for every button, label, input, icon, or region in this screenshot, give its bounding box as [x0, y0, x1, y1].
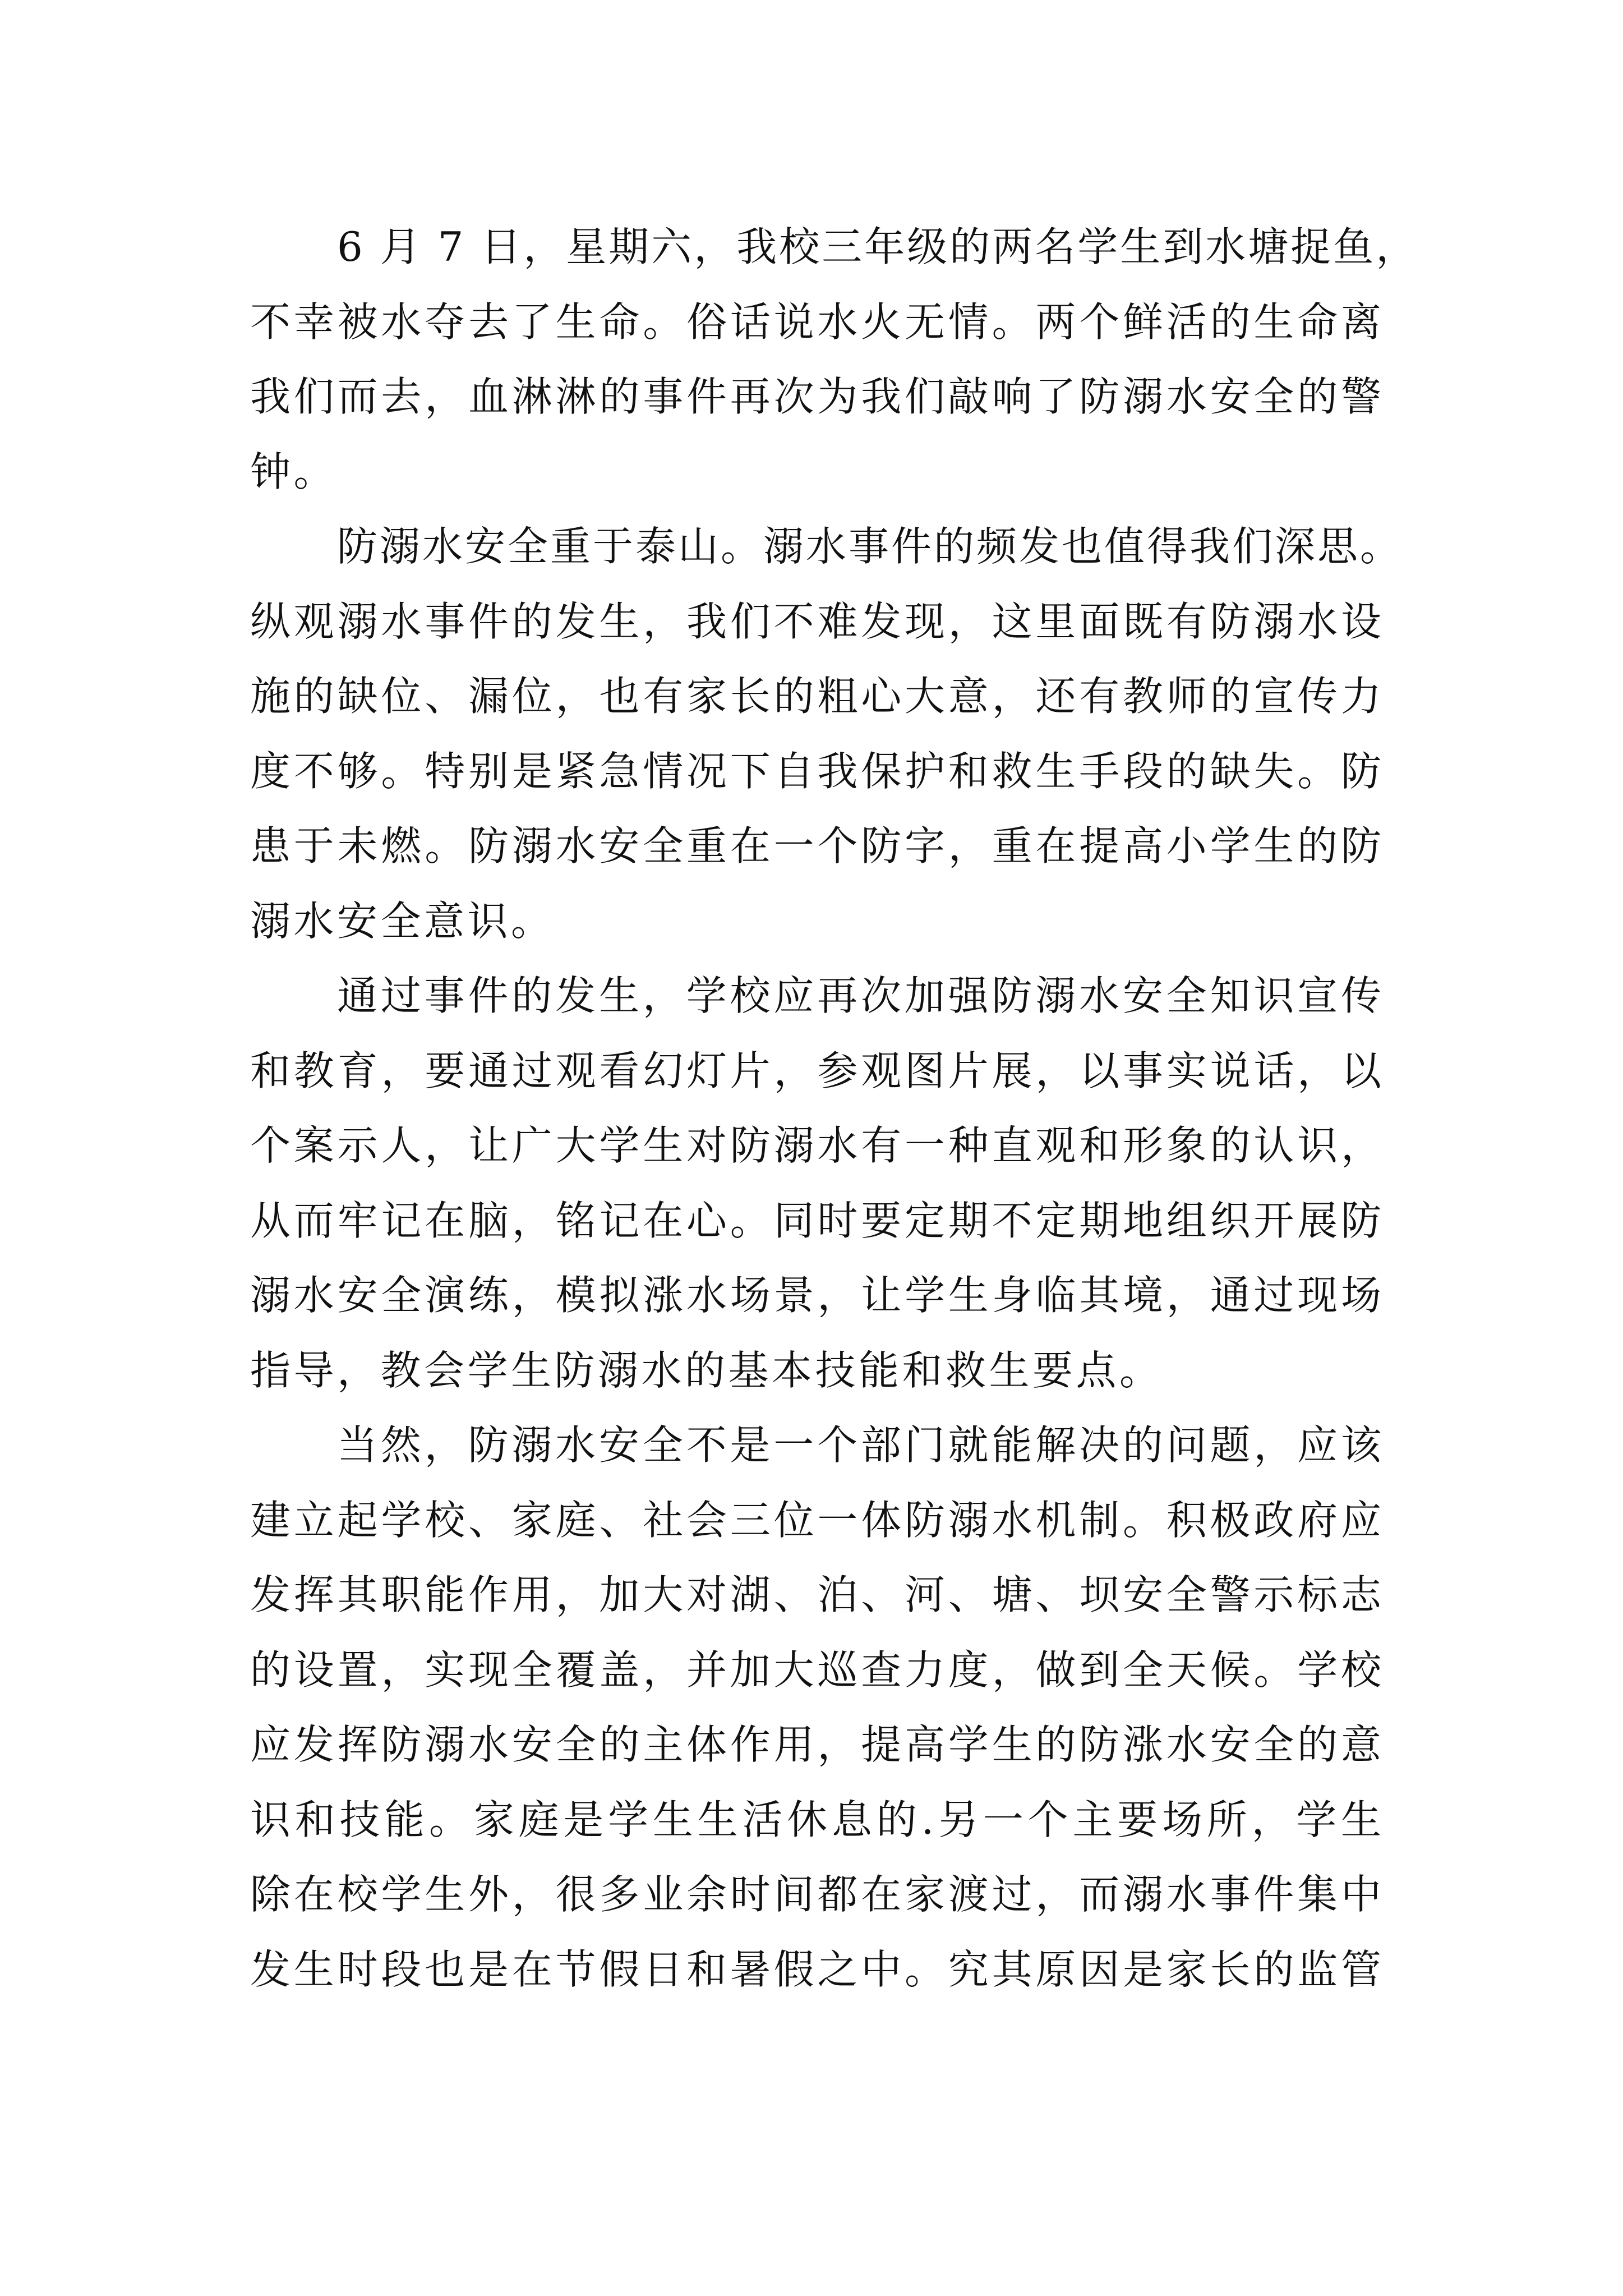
text-line: 钟。: [250, 448, 338, 495]
text-line: 溺水安全演练，模拟涨水场景，让学生身临其境，通过现场: [250, 1272, 1384, 1319]
document-page: [250, 210, 1419, 2007]
text-line: 纵观溺水事件的发生，我们不难发现，这里面既有防溺水设: [250, 597, 1384, 645]
text-line: 防溺水安全重于泰山。溺水事件的频发也值得我们深思。: [337, 523, 1403, 570]
paragraph: [250, 210, 1419, 509]
text-line: 不幸被水夺去了生命。俗话说水火无情。两个鲜活的生命离: [250, 298, 1384, 346]
text-line: 当然，防溺水安全不是一个部门就能解决的问题，应该: [337, 1421, 1384, 1469]
text-line: 和教育，要通过观看幻灯片，参观图片展，以事实说话，以: [250, 1047, 1384, 1094]
text-line: 发挥其职能作用，加大对湖、泊、河、塘、坝安全警示标志: [250, 1571, 1384, 1618]
text-line: 通过事件的发生，学校应再次加强防溺水安全知识宣传: [337, 972, 1384, 1019]
text-line: 度不够。特别是紧急情况下自我保护和救生手段的缺失。防: [250, 747, 1384, 795]
text-line: 施的缺位、漏位，也有家长的粗心大意，还有教师的宣传力: [250, 673, 1384, 720]
text-line: 6 月 7 日，星期六，我校三年级的两名学生到水塘捉鱼，: [337, 223, 1419, 270]
paragraph: [250, 959, 1384, 1408]
text-line: 从而牢记在脑，铭记在心。同时要定期不定期地组织开展防: [250, 1197, 1384, 1244]
text-line: 发生时段也是在节假日和暑假之中。究其原因是家长的监管: [250, 1945, 1384, 1993]
paragraph: [250, 1408, 1384, 2007]
text-line: 我们而去，血淋淋的事件再次为我们敲响了防溺水安全的警: [250, 373, 1384, 420]
text-line: 指导，教会学生防溺水的基本技能和救生要点。: [250, 1346, 1163, 1394]
text-line: 溺水安全意识。: [250, 897, 555, 945]
text-line: 建立起学校、家庭、社会三位一体防溺水机制。积极政府应: [250, 1496, 1384, 1544]
paragraph: [250, 509, 1403, 959]
text-line: 的设置，实现全覆盖，并加大巡查力度，做到全天候。学校: [250, 1646, 1384, 1694]
text-line: 识和技能。家庭是学生生活休息的.另一个主要场所，学生: [250, 1796, 1384, 1843]
text-line: 应发挥防溺水安全的主体作用，提高学生的防涨水安全的意: [250, 1721, 1384, 1768]
text-line: 患于未燃。防溺水安全重在一个防字，重在提高小学生的防: [250, 822, 1384, 869]
text-line: 除在校学生外，很多业余时间都在家渡过，而溺水事件集中: [250, 1871, 1384, 1918]
text-line: 个案示人，让广大学生对防溺水有一种直观和形象的认识，: [250, 1122, 1384, 1169]
